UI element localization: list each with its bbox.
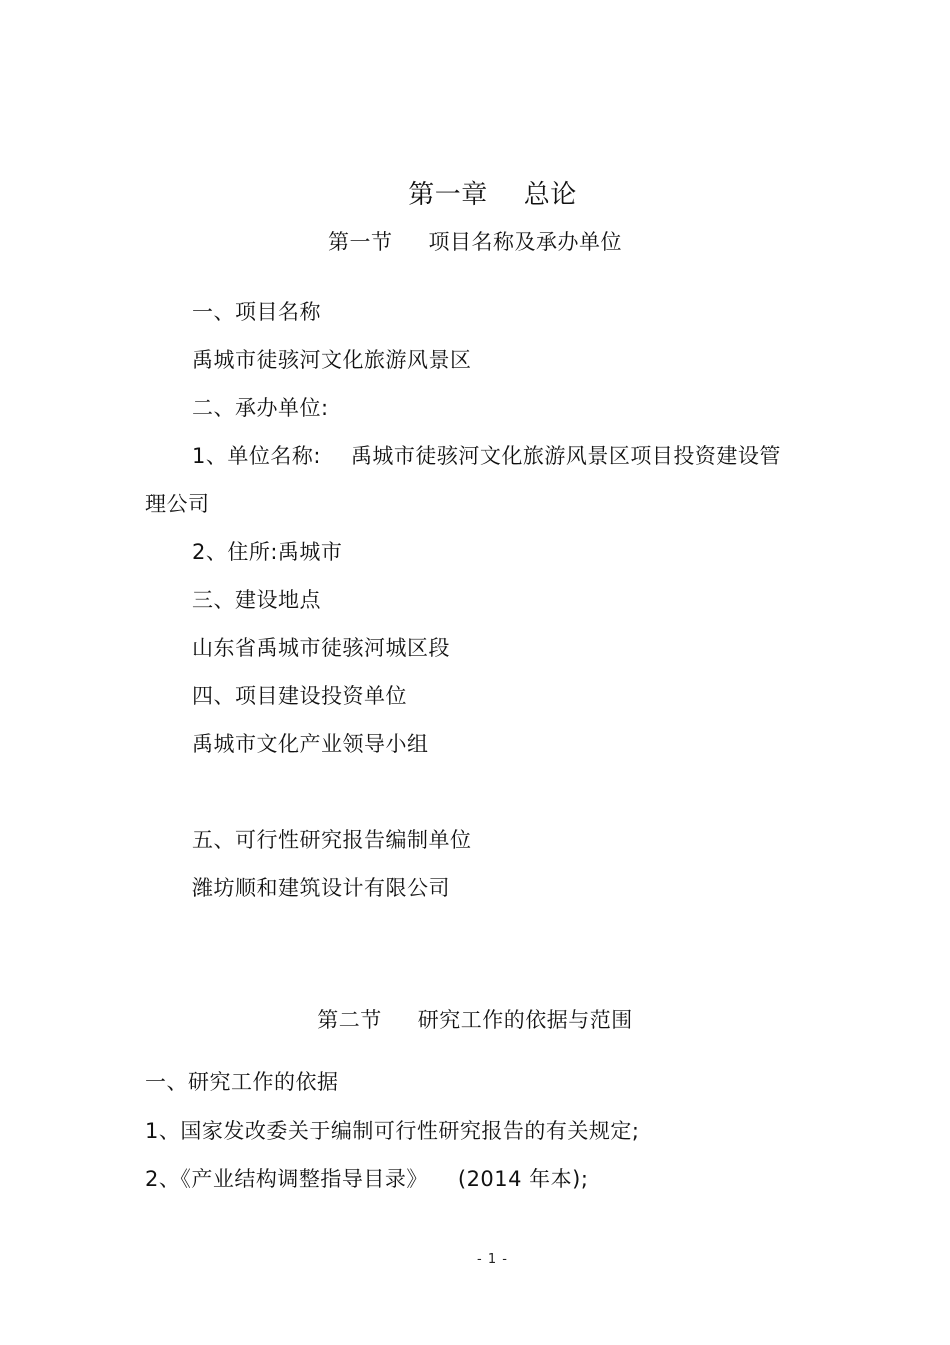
basis-item-2-edition: (2014 年本); [457, 1167, 589, 1191]
organizer-name-value: 禹城市徒骇河文化旅游风景区项目投资建设管 [350, 444, 781, 468]
section-number: 第一节 [328, 230, 393, 254]
item-heading-organizer: 二、承办单位: [192, 396, 329, 420]
section-heading-1 [0, 228, 950, 256]
item-heading-location: 三、建设地点 [192, 588, 321, 612]
basis-item-2 [145, 1165, 588, 1193]
item-heading-project-name: 一、项目名称 [192, 300, 321, 324]
section-title: 项目名称及承办单位 [428, 230, 622, 254]
item-heading-investor: 四、项目建设投资单位 [192, 684, 407, 708]
page-number: - 1 - [477, 1252, 508, 1267]
item-heading-basis: 一、研究工作的依据 [145, 1070, 339, 1094]
chapter-title: 总论 [523, 180, 577, 210]
section-number: 第二节 [317, 1008, 382, 1032]
section-heading-2 [0, 1006, 950, 1034]
chapter-number: 第一章 [408, 180, 488, 210]
section-title: 研究工作的依据与范围 [417, 1008, 633, 1032]
report-author-value: 潍坊顺和建筑设计有限公司 [192, 876, 450, 900]
organizer-name-label: 1、单位名称: [192, 444, 321, 468]
chapter-heading [0, 178, 950, 212]
organizer-name-line [192, 442, 781, 470]
organizer-name-continuation: 理公司 [145, 492, 210, 516]
project-name-value: 禹城市徒骇河文化旅游风景区 [192, 348, 472, 372]
item-heading-report-author: 五、可行性研究报告编制单位 [192, 828, 472, 852]
basis-item-2-title: 2、《产业结构调整指导目录》 [145, 1167, 428, 1191]
basis-item-1: 1、国家发改委关于编制可行性研究报告的有关规定; [145, 1119, 640, 1143]
organizer-address: 2、住所:禹城市 [192, 540, 343, 564]
location-value: 山东省禹城市徒骇河城区段 [192, 636, 450, 660]
investor-value: 禹城市文化产业领导小组 [192, 732, 429, 756]
